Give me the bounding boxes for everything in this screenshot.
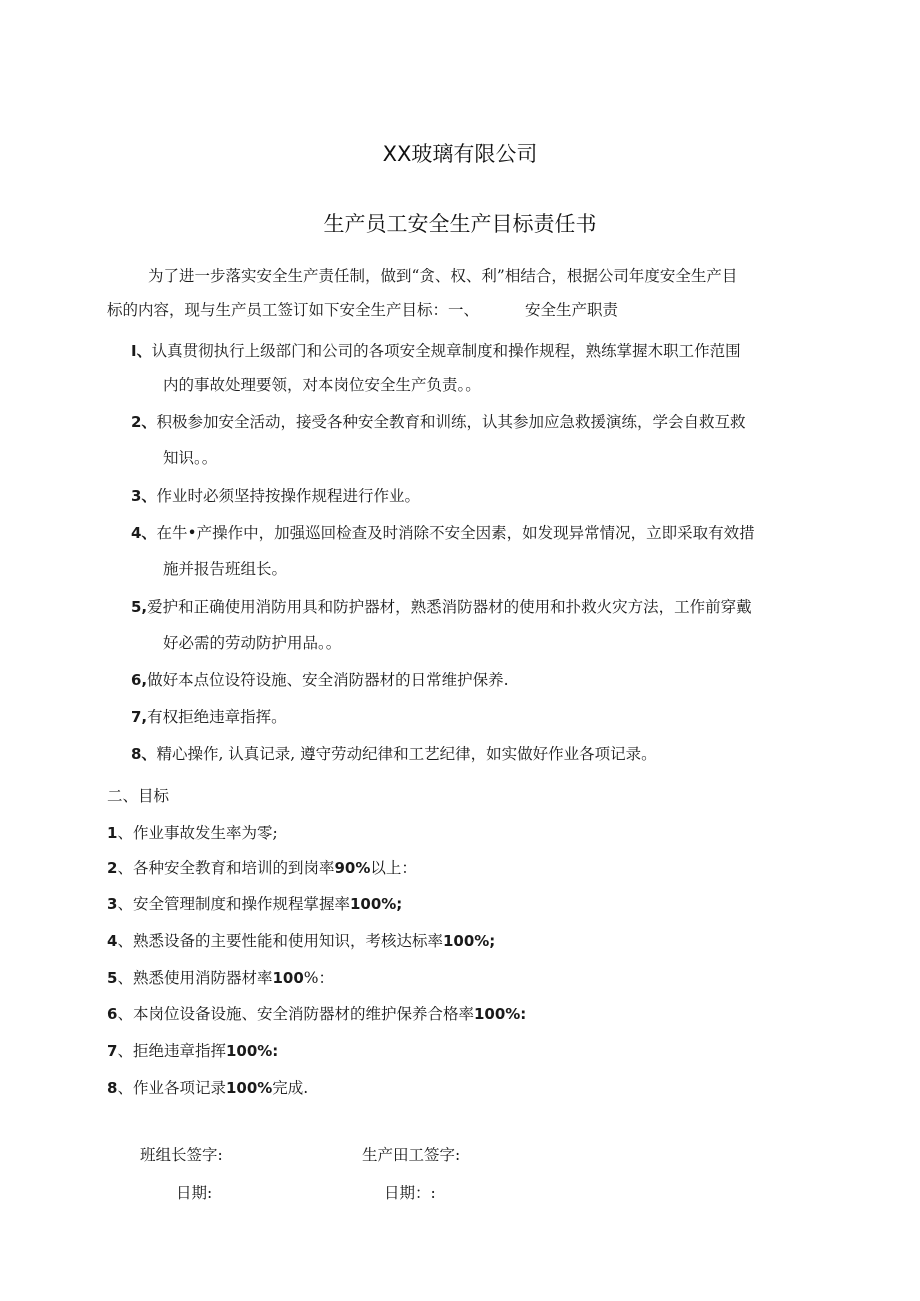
target-text: 、拒绝违章指挥 <box>117 1042 226 1060</box>
team-leader-signature-label: 班组长签字: <box>140 1146 223 1164</box>
target-item-1 <box>107 822 278 844</box>
date-right-label: 日期：: <box>384 1184 436 1202</box>
duty-text: 认真贯彻执行上级部门和公司的各项安全规章制度和操作规程，熟练掌握木职工作范围 <box>151 342 741 360</box>
duty-number: 3、 <box>131 487 157 505</box>
target-tail: 完成. <box>272 1079 309 1097</box>
target-tail: %： <box>303 969 334 987</box>
target-item-6 <box>107 1003 526 1025</box>
intro-line-2 <box>107 299 618 321</box>
target-text: 、熟悉使用消防器材率 <box>117 969 273 987</box>
intro-line-2-text: 标的内容，现与生产员工签订如下安全生产目标：一、 <box>107 301 480 319</box>
target-number: 4 <box>107 932 118 950</box>
target-percentage: 90% <box>334 859 371 877</box>
duty-item-2-cont: 知识。。 <box>163 449 218 467</box>
target-text: 、作业各项记录 <box>117 1079 226 1097</box>
target-number: 8 <box>107 1079 118 1097</box>
target-percentage: 100%; <box>442 932 496 950</box>
target-percentage: 100%: <box>225 1042 279 1060</box>
worker-signature-label: 生产田工签字: <box>362 1146 461 1164</box>
duty-number: 4、 <box>131 524 157 542</box>
duty-number: 7, <box>131 708 148 726</box>
duty-item-4 <box>131 522 755 544</box>
section-1-heading: 安全生产职责 <box>525 301 619 319</box>
duty-number: 2、 <box>131 413 157 431</box>
target-item-3 <box>107 893 402 915</box>
duty-number: 8、 <box>131 745 157 763</box>
target-text: 、安全管理制度和操作规程掌握率 <box>117 895 350 913</box>
target-percentage: 100%; <box>349 895 403 913</box>
document-title: 生产员工安全生产目标责任书 <box>323 212 597 236</box>
date-left-label: 日期: <box>176 1184 213 1202</box>
target-number: 2 <box>107 859 118 877</box>
target-percentage: 100%: <box>473 1005 527 1023</box>
duty-number: I、 <box>131 342 152 360</box>
target-percentage: 100% <box>225 1079 273 1097</box>
duty-item-3 <box>131 485 420 507</box>
target-number: 7 <box>107 1042 118 1060</box>
target-item-4 <box>107 930 495 952</box>
duty-item-1 <box>131 340 741 362</box>
target-item-5 <box>107 967 334 989</box>
target-text: 、本岗位设备设施、安全消防器材的维护保养合格率 <box>117 1005 474 1023</box>
target-number: 5 <box>107 969 118 987</box>
duty-text: 积极参加安全活动，接受各种安全教育和训练，认其参加应急救援演练，学会自救互救 <box>156 413 746 431</box>
duty-item-4-cont: 施并报告班组长。 <box>163 560 288 578</box>
duty-item-2 <box>131 411 745 433</box>
duty-item-6 <box>131 669 509 691</box>
intro-line-1: 为了进一步落实安全生产责任制，做到“贪、权、利”相结合，根据公司年度安全生产目 <box>148 267 738 285</box>
duty-text: 爱护和正确使用消防用具和防护器材，熟悉消防器材的使用和扑救火灾方法，工作前穿戴 <box>147 598 752 616</box>
duty-text: 精心操作, 认真记录, 遵守劳动纪律和工艺纪律，如实做好作业各项记录。 <box>156 745 657 763</box>
target-item-2 <box>107 857 417 879</box>
duty-number: 6, <box>131 671 148 689</box>
duty-item-7 <box>131 706 287 728</box>
duty-item-5 <box>131 596 752 618</box>
target-number: 1 <box>107 824 118 842</box>
target-tail: 以上： <box>370 859 417 877</box>
duty-text: 做好本点位设符设施、安全消防器材的日常维护保养. <box>147 671 509 689</box>
duty-text: 作业时必须坚持按操作规程进行作业。 <box>156 487 420 505</box>
duty-text: 有权拒绝违章指挥。 <box>147 708 287 726</box>
target-item-7 <box>107 1040 278 1062</box>
duty-item-8 <box>131 743 657 765</box>
duty-item-1-cont: 内的事故处理要领，对本岗位安全生产负责。。 <box>163 376 481 394</box>
targets-heading: 二、目标 <box>107 787 170 805</box>
duty-number: 5, <box>131 598 148 616</box>
target-text: 、熟悉设备的主要性能和使用知识，考核达标率 <box>117 932 443 950</box>
target-item-8 <box>107 1077 308 1099</box>
target-percentage: 100 <box>272 969 304 987</box>
target-text: 、作业事故发生率为零; <box>117 824 278 842</box>
company-name: XX玻璃有限公司 <box>382 142 538 166</box>
duty-item-5-cont: 好必需的劳动防护用品。。 <box>163 634 342 652</box>
duty-text: 在牛•产操作中，加强巡回检查及时消除不安全因素，如发现异常情况，立即采取有效措 <box>156 524 755 542</box>
target-number: 6 <box>107 1005 118 1023</box>
target-number: 3 <box>107 895 118 913</box>
target-text: 、各种安全教育和培训的到岗率 <box>117 859 335 877</box>
